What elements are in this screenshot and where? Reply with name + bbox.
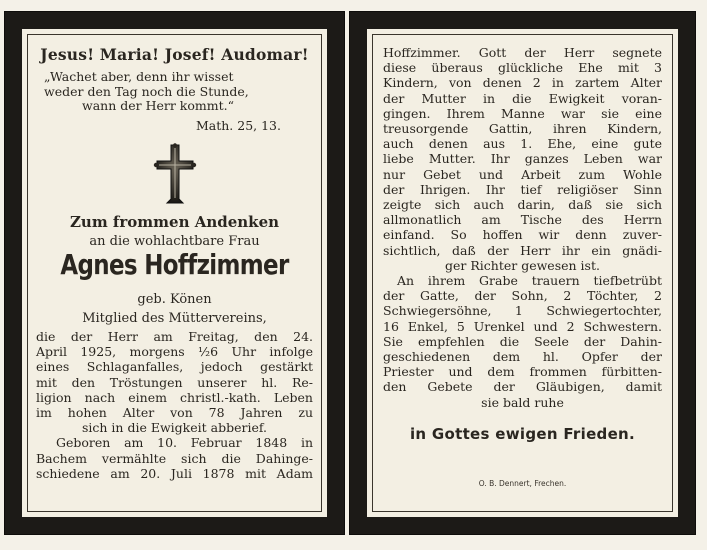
- text-line: geschiedenen dem hl. Opfer der: [383, 349, 662, 365]
- right-frame: [372, 34, 673, 512]
- text-line: nur Gebet und Arbeit zum Wohle: [383, 166, 662, 182]
- text-line: der Ihrigen. Ihr tief religiöser Sinn: [383, 181, 662, 197]
- text-line: Sie empfehlen die Seele der Dahin-: [383, 333, 662, 349]
- text-line: April 1925, morgens ½6 Uhr infolge: [36, 344, 313, 360]
- text-line: Bachem vermählte sich die Dahinge-: [36, 450, 313, 466]
- text-line: schiedene am 20. Juli 1878 mit Adam: [36, 465, 313, 481]
- closing-line: in Gottes ewigen Frieden.: [409, 425, 636, 443]
- left-body-text: [36, 329, 313, 481]
- text-line: liebe Mutter. Ihr ganzes Leben war: [383, 151, 662, 167]
- dedication-line: an die wohlachtbare Frau: [89, 234, 260, 249]
- left-frame: [27, 34, 322, 512]
- text-line: zeigte sich auch darin, daß sie sich: [383, 197, 662, 213]
- scripture-quote: [44, 70, 311, 114]
- text-line: sich in die Ewigkeit abberief.: [82, 420, 267, 436]
- text-line: der Gatte, der Sohn, 2 Töchter, 2: [383, 288, 662, 304]
- text-line: Schwiegersöhne, 1 Schwiegertochter,: [383, 303, 662, 319]
- text-line: im hohen Alter von 78 Jahren zu: [36, 405, 313, 421]
- text-line: 16 Enkel, 5 Urenkel und 2 Schwestern.: [383, 318, 662, 334]
- text-line: ger Richter gewesen ist.: [445, 257, 600, 273]
- printer-imprint: O. B. Dennert, Frechen.: [478, 479, 567, 488]
- text-line: Kindern, von denen 2 in zartem Alter: [383, 75, 662, 91]
- text-line: der Mutter in die Ewigkeit voran-: [383, 90, 662, 106]
- text-line: ligion nach einem christl.-kath. Leben: [36, 389, 313, 405]
- text-line: einfand. So hoffen wir denn zuver-: [383, 227, 662, 243]
- quote-line: wann der Herr kommt.“: [82, 98, 234, 113]
- in-memory-heading: Zum frommen Andenken: [69, 213, 280, 231]
- cross-icon: [28, 143, 321, 209]
- text-line: sie bald ruhe: [481, 394, 564, 410]
- membership-line: Mitglied des Müttervereins,: [82, 311, 267, 326]
- text-line: auch denen aus 1. Ehe, eine gute: [383, 136, 662, 152]
- scripture-reference: Math. 25, 13.: [195, 118, 281, 133]
- right-panel: [367, 29, 678, 517]
- text-line: den Gebete der Gläubigen, damit: [383, 379, 662, 395]
- deceased-name: Agnes Hoffzimmer: [60, 248, 289, 281]
- text-line: treusorgende Gattin, ihren Kindern,: [383, 121, 662, 137]
- text-line: die der Herr am Freitag, den 24.: [36, 329, 313, 344]
- memorial-card-left-page: [5, 12, 344, 534]
- text-line: sichtlich, daß der Herr ihr ein gnädi-: [383, 242, 662, 258]
- text-line: diese überaus glückliche Ehe mit 3: [383, 60, 662, 76]
- text-line: Geboren am 10. Februar 1848 in: [56, 435, 313, 451]
- text-line: mit den Tröstungen unserer hl. Re-: [36, 374, 313, 390]
- text-line: allmonatlich am Tische des Herrn: [383, 212, 662, 228]
- quote-line: weder den Tag noch die Stunde,: [44, 83, 249, 99]
- text-line: eines Schlaganfalles, jedoch gestärkt: [36, 359, 313, 375]
- right-body-text: [383, 45, 662, 410]
- text-line: An ihrem Grabe trauern tiefbetrübt: [397, 273, 662, 289]
- invocation-heading: Jesus! Maria! Josef! Audomar!: [40, 45, 309, 64]
- text-line: Priester und dem frommen fürbitten-: [383, 364, 662, 380]
- text-line: gingen. Ihrem Manne war sie eine: [383, 105, 662, 121]
- left-panel: [22, 29, 327, 517]
- memorial-card-right-page: [350, 12, 695, 534]
- quote-line: „Wachet aber, denn ihr wisset: [44, 69, 234, 84]
- text-line: Hoffzimmer. Gott der Herr segnete: [383, 45, 662, 60]
- maiden-name: geb. Könen: [137, 292, 212, 307]
